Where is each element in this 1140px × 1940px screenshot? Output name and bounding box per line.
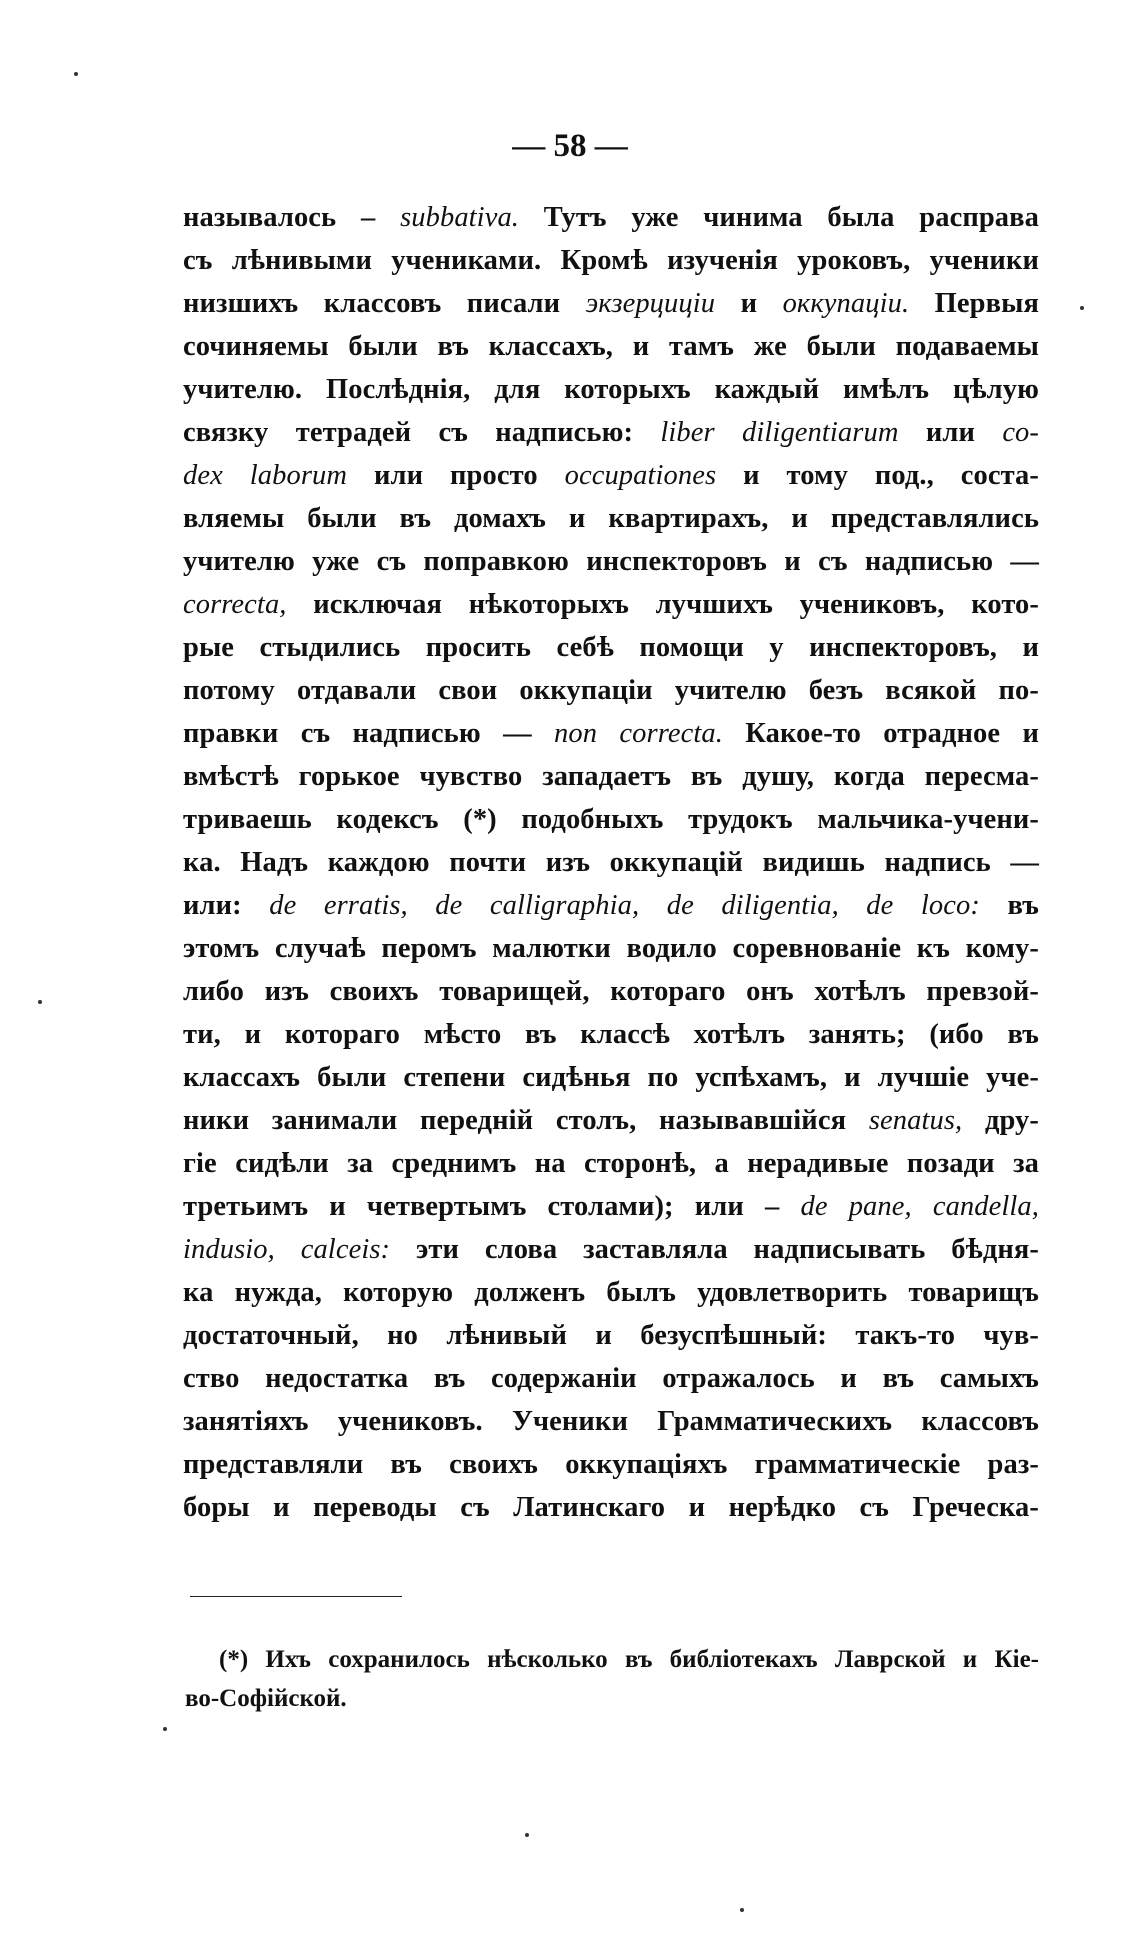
text-line	[183, 454, 1039, 497]
body-text	[183, 196, 1039, 1529]
text-run: вляемы были въ домахъ и квартирахъ, и представлялись	[183, 503, 1039, 534]
footnote	[185, 1640, 1039, 1718]
text-run: или	[898, 417, 1003, 448]
italic-run: liber diligentiarum	[660, 417, 899, 448]
scan-speck	[740, 1908, 744, 1912]
text-run: съ лѣнивыми учениками. Кромѣ изученія уроковъ, ученики	[183, 245, 1039, 276]
italic-run: экзерциціи	[585, 288, 716, 319]
footnote-line: во-Софійской.	[185, 1685, 347, 1712]
text-run: достаточный, но лѣнивый и безуспѣшный: такъ-то чув-	[183, 1320, 1039, 1351]
text-line	[183, 798, 1039, 841]
text-line	[183, 239, 1039, 282]
italic-run: co-	[1002, 417, 1040, 448]
text-run: ка. Надъ каждою почти изъ оккупацій видишь надпись —	[183, 847, 1039, 878]
italic-run: non correcta.	[554, 718, 723, 749]
text-line	[183, 1486, 1039, 1529]
text-run: гіе сидѣли за среднимъ на сторонѣ, а нерадивые позади за	[183, 1148, 1039, 1179]
text-run: Какое-то отрадное и	[722, 718, 1039, 749]
text-line	[183, 669, 1039, 712]
text-run: потому отдавали свои оккупаціи учителю безъ всякой по-	[183, 675, 1039, 706]
text-line	[183, 583, 1039, 626]
text-run: или:	[183, 890, 270, 921]
text-line	[183, 884, 1039, 927]
scan-speck	[525, 1833, 529, 1837]
italic-run: subbativa.	[400, 202, 520, 233]
text-run: ка нужда, которую долженъ былъ удовлетворить товарищъ	[183, 1277, 1039, 1308]
text-line	[183, 712, 1039, 755]
italic-run: de pane, candella,	[800, 1191, 1039, 1222]
text-run: учителю уже съ поправкою инспекторовъ и съ надписью —	[183, 546, 1039, 577]
text-run: боры и переводы съ Латинскаго и нерѣдко съ Греческа-	[183, 1492, 1039, 1523]
text-run: третьимъ и четвертымъ столами); или –	[183, 1191, 801, 1222]
italic-run: dex laborum	[183, 460, 348, 491]
text-run: эти слова заставляла надписывать бѣдня-	[390, 1234, 1040, 1265]
text-run: учителю. Послѣднія, для которыхъ каждый имѣлъ цѣлую	[183, 374, 1039, 405]
text-run: Первыя	[909, 288, 1039, 319]
text-line	[183, 1099, 1039, 1142]
text-line	[183, 1142, 1039, 1185]
text-run: и тому под., соста-	[716, 460, 1039, 491]
text-line	[183, 196, 1039, 239]
text-run: низшихъ классовъ писали	[183, 288, 586, 319]
text-run: правки съ надписью —	[183, 718, 555, 749]
text-run: ники занимали передній столъ, называвшійся	[183, 1105, 869, 1136]
italic-run: indusio, calceis:	[183, 1234, 391, 1265]
scan-speck	[1080, 306, 1084, 310]
text-line	[183, 626, 1039, 669]
text-run: или просто	[347, 460, 565, 491]
footnote-rule	[190, 1596, 402, 1597]
text-run: ство недостатка въ содержаніи отражалось и въ самыхъ	[183, 1363, 1039, 1394]
italic-run: de erratis, de calligraphia, de diligentia, de loco:	[269, 890, 980, 921]
text-run: занятіяхъ учениковъ. Ученики Грамматическихъ классовъ	[183, 1406, 1039, 1437]
text-line	[183, 1400, 1039, 1443]
text-line	[183, 368, 1039, 411]
text-run: связку тетрадей съ надписью:	[183, 417, 661, 448]
text-run: сочиняемы были въ классахъ, и тамъ же были подаваемы	[183, 331, 1039, 362]
italic-run: senatus,	[868, 1105, 963, 1136]
text-line	[183, 411, 1039, 454]
text-run: ти, и котораго мѣсто въ классѣ хотѣлъ занять; (ибо въ	[183, 1019, 1039, 1050]
text-run: этомъ случаѣ перомъ малютки водило соревнованіе къ кому-	[183, 933, 1039, 964]
text-line	[183, 1314, 1039, 1357]
text-line	[183, 497, 1039, 540]
text-line	[183, 1357, 1039, 1400]
scan-speck	[38, 1000, 42, 1004]
text-line	[183, 1185, 1039, 1228]
text-line	[183, 970, 1039, 1013]
text-line	[183, 1056, 1039, 1099]
text-run: представляли въ своихъ оккупаціяхъ грамматическіе раз-	[183, 1449, 1039, 1480]
text-line	[183, 540, 1039, 583]
text-line	[183, 1013, 1039, 1056]
text-line	[183, 755, 1039, 798]
italic-run: occupationes	[564, 460, 717, 491]
text-run: исключая нѣкоторыхъ лучшихъ учениковъ, кото-	[286, 589, 1039, 620]
text-line	[183, 282, 1039, 325]
text-run: называлось –	[183, 202, 401, 233]
text-line	[183, 1271, 1039, 1314]
text-line	[183, 325, 1039, 368]
footnote-line: (*) Ихъ сохранилось нѣсколько въ библіотекахъ Лаврской и Кіе-	[219, 1646, 1039, 1673]
scan-speck	[163, 1727, 167, 1731]
text-run: рые стыдились просить себѣ помощи у инспекторовъ, и	[183, 632, 1039, 663]
page-number: — 58 —	[512, 128, 628, 164]
italic-run: оккупаціи.	[782, 288, 910, 319]
text-line	[183, 927, 1039, 970]
text-run: и	[715, 288, 783, 319]
text-run: вмѣстѣ горькое чувство западаетъ въ душу, когда пересма-	[183, 761, 1039, 792]
text-line	[183, 841, 1039, 884]
text-run: Тутъ уже чинима была расправа	[519, 202, 1039, 233]
scan-speck	[74, 72, 78, 76]
text-line	[183, 1228, 1039, 1271]
text-run: въ	[979, 890, 1039, 921]
italic-run: correcta,	[183, 589, 287, 620]
text-run: дру-	[962, 1105, 1039, 1136]
text-line	[183, 1443, 1039, 1486]
text-run: либо изъ своихъ товарищей, котораго онъ хотѣлъ превзой-	[183, 976, 1039, 1007]
text-run: триваешь кодексъ (*) подобныхъ трудокъ мальчика-учени-	[183, 804, 1039, 835]
text-run: классахъ были степени сидѣнья по успѣхамъ, и лучшіе уче-	[183, 1062, 1039, 1093]
